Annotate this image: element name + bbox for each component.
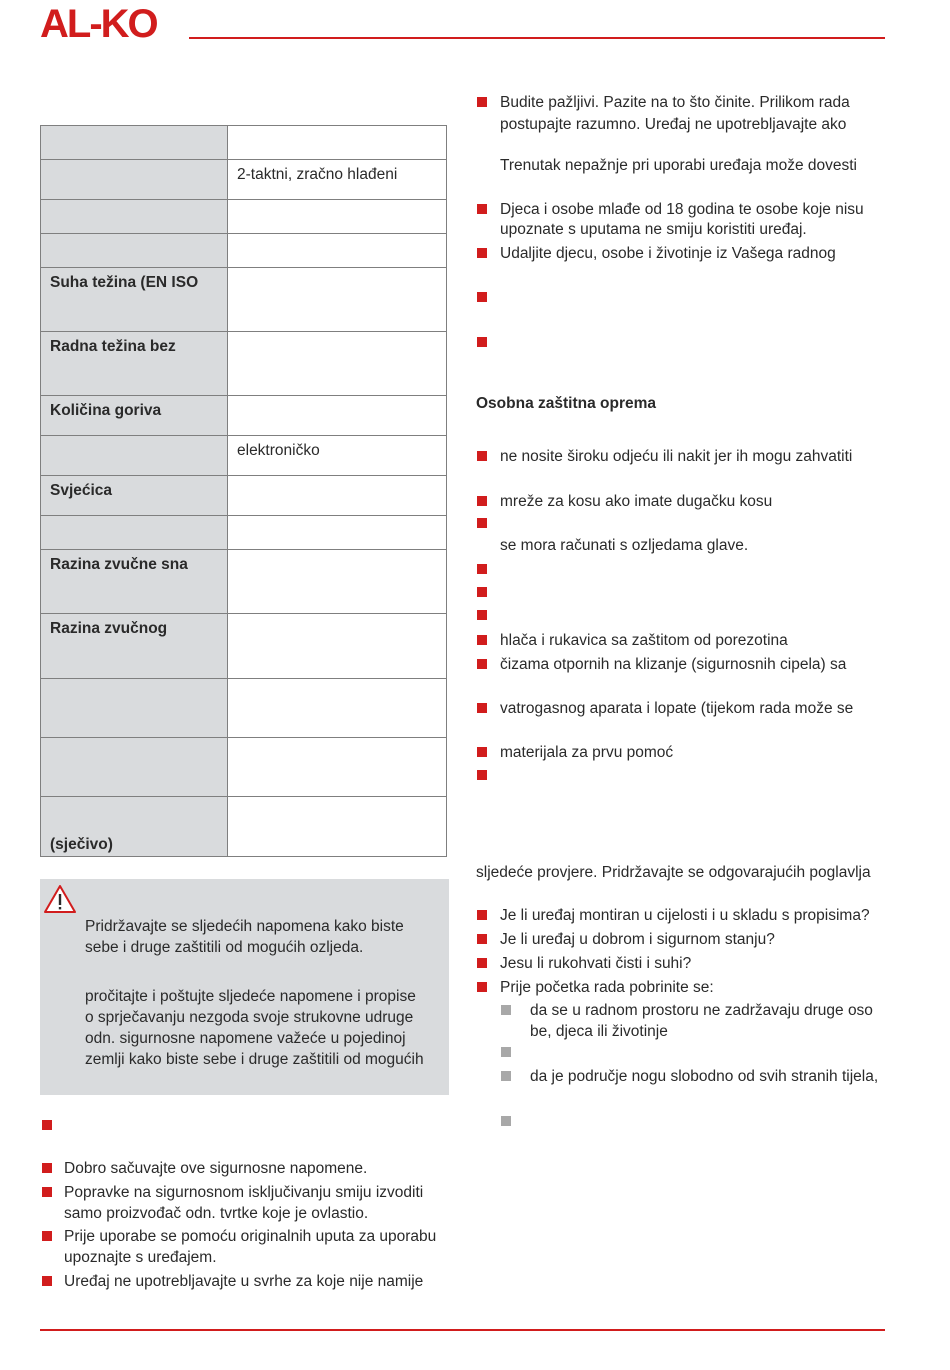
bullet-marker — [477, 292, 487, 302]
sub-bullet-marker — [501, 1116, 511, 1126]
spec-label: Svjećica — [41, 476, 228, 516]
spec-label: Količina goriva — [41, 396, 228, 436]
list-item: Je li uređaj u dobrom i sigurnom stanju? — [500, 931, 775, 948]
spec-value — [228, 516, 447, 550]
list-item-continued: se mora računati s ozljedama glave. — [500, 537, 749, 554]
bullet-marker — [477, 958, 487, 968]
table-row — [41, 516, 447, 550]
bullet-marker — [477, 635, 487, 645]
spec-value — [228, 396, 447, 436]
spec-label — [41, 126, 228, 160]
spec-value — [228, 126, 447, 160]
list-item-continued: upoznate s uputama ne smiju koristiti uređaj. — [500, 221, 807, 238]
table-row — [41, 268, 447, 332]
list-item: Udaljite djecu, osobe i životinje iz Vašega radnog — [500, 245, 836, 262]
spec-label: Radna težina bez — [41, 332, 228, 396]
safety-notice-panel — [40, 879, 449, 1095]
list-item: Uređaj ne upotrebljavajte u svrhe za koje nije namije — [64, 1273, 424, 1290]
spec-label — [41, 516, 228, 550]
text-line: Pridržavajte se sljedećih napomena kako biste — [85, 918, 404, 935]
spec-value — [228, 268, 447, 332]
ppe-heading: Osobna zaštitna oprema — [476, 395, 657, 412]
table-row — [41, 396, 447, 436]
bullet-marker — [477, 337, 487, 347]
bullet-marker — [477, 248, 487, 258]
bullet-marker — [477, 496, 487, 506]
list-item-continued: samo proizvođač odn. tvrtke koje je ovlastio. — [64, 1205, 369, 1222]
bullet-marker — [477, 982, 487, 992]
spec-value — [228, 679, 447, 738]
spec-label — [41, 436, 228, 476]
table-row — [41, 679, 447, 738]
spec-label — [41, 160, 228, 200]
sub-bullet-marker — [501, 1005, 511, 1015]
alko-logo — [40, 3, 182, 43]
spec-label — [41, 679, 228, 738]
bullet-marker — [42, 1231, 52, 1241]
bullet-marker — [477, 451, 487, 461]
bullet-marker — [477, 518, 487, 528]
list-item: čizama otpornih na klizanje (sigurnosnih cipela) sa — [500, 656, 847, 673]
svg-text:AL-KO: AL-KO — [40, 3, 157, 43]
bullet-marker — [477, 97, 487, 107]
bullet-marker — [42, 1187, 52, 1197]
bullet-marker — [477, 910, 487, 920]
table-row — [41, 550, 447, 614]
bullet-marker — [477, 587, 487, 597]
safety-paragraph-1 — [85, 916, 435, 958]
spec-value: 2-taktni, zračno hlađeni — [228, 160, 447, 200]
note-text: Trenutak nepažnje pri uporabi uređaja može dovesti — [500, 157, 857, 174]
list-item: mreže za kosu ako imate dugačku kosu — [500, 493, 773, 510]
list-item: Dobro sačuvajte ove sigurnosne napomene. — [64, 1160, 368, 1177]
spec-value — [228, 476, 447, 516]
sub-list-item-continued: be, djeca ili životinje — [530, 1023, 668, 1040]
spec-label — [41, 738, 228, 797]
bullet-marker — [477, 659, 487, 669]
list-item: Prije uporabe se pomoću originalnih uputa za uporabu — [64, 1228, 437, 1245]
list-item: Je li uređaj montiran u cijelosti i u skladu s propisima? — [500, 907, 870, 924]
table-row — [41, 234, 447, 268]
sub-list-item: da se u radnom prostoru ne zadržavaju druge oso — [530, 1002, 873, 1019]
bullet-marker — [477, 564, 487, 574]
list-item: Budite pažljivi. Pazite na to što činite. Prilikom rada — [500, 94, 850, 111]
table-row — [41, 797, 447, 857]
spec-value — [228, 550, 447, 614]
list-item-continued: upoznajte s uređajem. — [64, 1249, 217, 1266]
table-row — [41, 126, 447, 160]
text-line: o sprječavanju nezgoda svoje strukovne udruge — [85, 1009, 414, 1026]
footer-rule — [40, 1329, 885, 1331]
spec-label — [41, 200, 228, 234]
sub-bullet-marker — [501, 1047, 511, 1057]
warning-triangle-icon — [43, 883, 77, 915]
header-rule — [189, 37, 885, 39]
table-row — [41, 436, 447, 476]
spec-label — [41, 234, 228, 268]
list-item: materijala za prvu pomoć — [500, 744, 674, 761]
bullet-marker — [477, 770, 487, 780]
spec-table — [40, 125, 447, 857]
spec-value — [228, 738, 447, 797]
bullet-marker — [477, 747, 487, 757]
list-item-continued: postupajte razumno. Uređaj ne upotrebljavajte ako — [500, 116, 847, 133]
checks-intro: sljedeće provjere. Pridržavajte se odgovarajućih poglavlja — [476, 864, 871, 881]
table-row — [41, 160, 447, 200]
bullet-marker — [42, 1120, 52, 1130]
text-line: zemlji kako biste sebe i druge zaštitili od mogućih — [85, 1051, 424, 1068]
bullet-marker — [42, 1163, 52, 1173]
spec-value — [228, 234, 447, 268]
list-item: Jesu li rukohvati čisti i suhi? — [500, 955, 692, 972]
spec-value — [228, 200, 447, 234]
table-row — [41, 476, 447, 516]
table-row — [41, 332, 447, 396]
sub-list-item: da je područje nogu slobodno od svih stranih tijela, — [530, 1068, 879, 1085]
table-row — [41, 614, 447, 679]
bullet-marker — [477, 703, 487, 713]
table-row — [41, 738, 447, 797]
spec-label: Razina zvučne sna — [41, 550, 228, 614]
list-item: hlača i rukavica sa zaštitom od porezotina — [500, 632, 788, 649]
list-item: ne nosite široku odjeću ili nakit jer ih mogu zahvatiti — [500, 448, 853, 465]
bullet-marker — [477, 934, 487, 944]
spec-value — [228, 614, 447, 679]
spec-value: elektroničko — [228, 436, 447, 476]
bullet-marker — [477, 610, 487, 620]
spec-label: Suha težina (EN ISO — [41, 268, 228, 332]
spec-label: (sječivo) — [41, 797, 228, 857]
safety-paragraph-2 — [85, 986, 435, 1070]
sub-bullet-marker — [501, 1071, 511, 1081]
list-item: Popravke na sigurnosnom isključivanju smiju izvoditi — [64, 1184, 424, 1201]
spec-value — [228, 797, 447, 857]
text-line: odn. sigurnosne napomene važeće u pojedinoj — [85, 1030, 406, 1047]
bullet-marker — [477, 204, 487, 214]
table-row — [41, 200, 447, 234]
spec-value — [228, 332, 447, 396]
text-line: sebe i druge zaštitili od mogućih ozljeda. — [85, 939, 364, 956]
list-item: Prije početka rada pobrinite se: — [500, 979, 714, 996]
list-item: vatrogasnog aparata i lopate (tijekom rada može se — [500, 700, 854, 717]
spec-label: Razina zvučnog — [41, 614, 228, 679]
bullet-marker — [42, 1276, 52, 1286]
list-item: Djeca i osobe mlađe od 18 godina te osobe koje nisu — [500, 201, 864, 218]
text-line: pročitajte i poštujte sljedeće napomene i propise — [85, 988, 416, 1005]
